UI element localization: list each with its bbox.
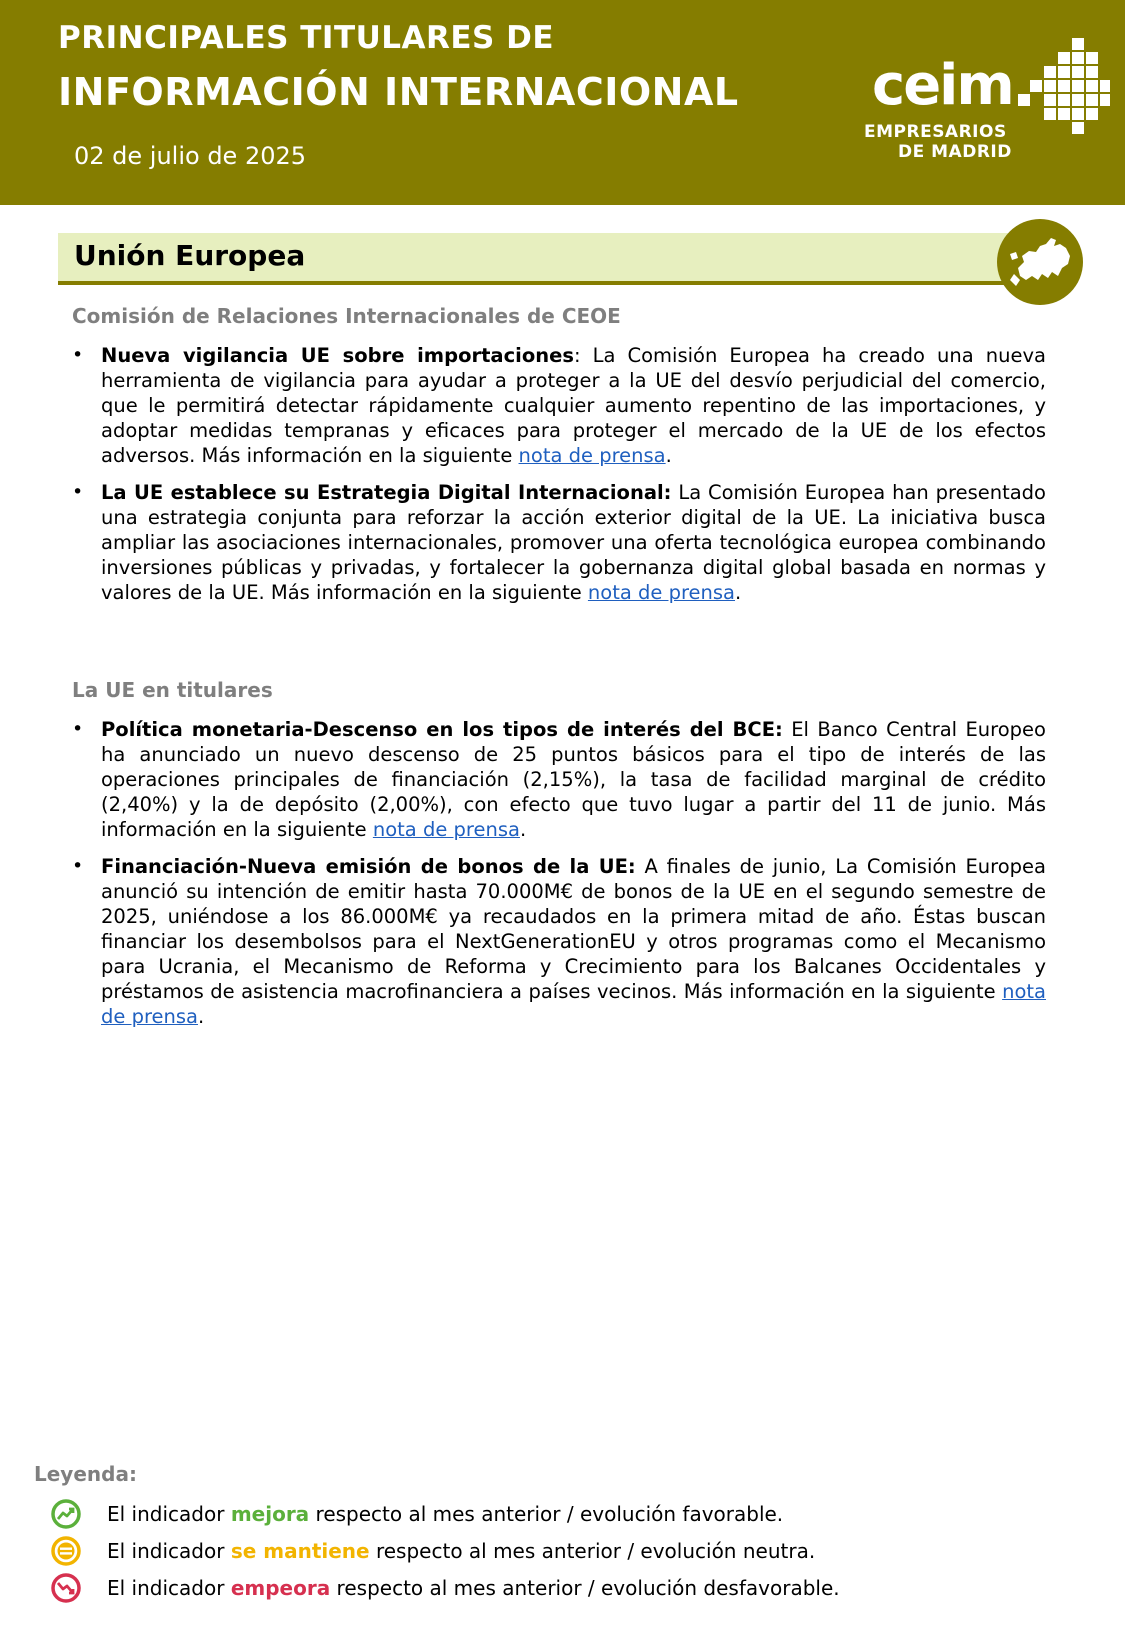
equal-icon bbox=[50, 1535, 82, 1567]
press-release-link[interactable]: nota de prensa bbox=[518, 444, 666, 467]
list-item bbox=[72, 854, 1046, 1029]
bullet-icon: • bbox=[72, 855, 84, 877]
list-item bbox=[72, 717, 1046, 842]
legend-post: respecto al mes anterior / evolución favorable. bbox=[309, 1502, 784, 1526]
item-headline: La UE establece su Estrategia Digital Internacional: bbox=[101, 481, 672, 504]
list-item-text bbox=[101, 717, 1046, 842]
legend-row-stable bbox=[34, 1535, 1034, 1572]
legend-key: mejora bbox=[230, 1502, 310, 1526]
trend-down-icon bbox=[50, 1572, 82, 1604]
legend-text bbox=[107, 1502, 783, 1526]
header-title-line2: INFORMACIÓN INTERNACIONAL bbox=[58, 70, 739, 114]
item-end: . bbox=[735, 581, 742, 604]
legend-title: Leyenda: bbox=[34, 1462, 137, 1486]
legend-row-improves bbox=[34, 1498, 1034, 1535]
item-headline: Nueva vigilancia UE sobre importaciones bbox=[101, 344, 574, 367]
legend-pre: El indicador bbox=[107, 1539, 231, 1563]
legend-text bbox=[107, 1576, 840, 1600]
item-end: . bbox=[198, 1005, 205, 1028]
item-body: El Banco Central Europeo ha anunciado un nuevo descenso de 25 puntos básicos para el tipo de interés de las operaciones principales de financiación (2,15%), la tasa de facilidad marginal de crédito (2,40%) y la de depósito (2,00%), con efecto que tuvo lugar a partir del 11 de junio. Más información en la siguiente bbox=[101, 718, 1046, 841]
ceim-logo bbox=[860, 38, 1110, 168]
section-header bbox=[58, 233, 1018, 285]
legend-text bbox=[107, 1539, 815, 1563]
press-release-link[interactable]: nota de prensa bbox=[101, 980, 1046, 1028]
legend-post: respecto al mes anterior / evolución neutra. bbox=[369, 1539, 816, 1563]
item-end: . bbox=[519, 818, 527, 841]
legend-row-worsens bbox=[34, 1572, 1034, 1609]
logo-wordmark: ceim bbox=[872, 53, 1013, 118]
list-item bbox=[72, 343, 1046, 468]
logo-subtitle-2: DE MADRID bbox=[898, 142, 1012, 162]
legend-pre: El indicador bbox=[107, 1502, 231, 1526]
item-body: La Comisión Europea han presentado una estrategia conjunta para reforzar la acción exterior digital de la UE. La iniciativa busca ampliar las asociaciones internacionales, promover una oferta tecnológica europea combinando inversiones públicas y privadas, y fortalecer la gobernanza digital global basada en normas y valores de la UE. Más información en la siguiente bbox=[101, 481, 1046, 604]
press-release-link[interactable]: nota de prensa bbox=[587, 581, 736, 604]
item-body: : La Comisión Europea ha creado una nueva herramienta de vigilancia para ayudar a proteger a la UE del desvío perjudicial del comercio, que le permitirá detectar rápidamente cualquier aumento repentino de las importaciones, y adoptar medidas tempranas y eficaces para proteger el mercado de la UE de los efectos adversos. Más información en la siguiente bbox=[101, 344, 1046, 467]
legend bbox=[34, 1462, 1034, 1609]
trend-up-icon bbox=[50, 1498, 82, 1530]
item-headline: Financiación-Nueva emisión de bonos de la UE: bbox=[101, 855, 636, 878]
list-item bbox=[72, 480, 1046, 605]
subheading-ue-titulares: La UE en titulares bbox=[72, 678, 273, 702]
bullet-icon: • bbox=[72, 481, 84, 503]
section-title: Unión Europea bbox=[74, 239, 306, 272]
subheading-ceoe: Comisión de Relaciones Internacionales de CEOE bbox=[72, 304, 621, 328]
logo-grid-icon bbox=[1018, 38, 1110, 142]
header-date: 02 de julio de 2025 bbox=[74, 142, 307, 170]
legend-key: empeora bbox=[230, 1576, 331, 1600]
legend-pre: El indicador bbox=[107, 1576, 231, 1600]
item-headline: Política monetaria-Descenso en los tipos de interés del BCE: bbox=[101, 718, 783, 741]
legend-key: se mantiene bbox=[230, 1539, 370, 1563]
header-title-line1: PRINCIPALES TITULARES DE bbox=[58, 20, 555, 56]
list-item-text bbox=[101, 854, 1046, 1029]
item-end: . bbox=[665, 444, 672, 467]
list-item-text bbox=[101, 343, 1046, 468]
bullet-icon: • bbox=[72, 344, 84, 366]
page-header bbox=[0, 0, 1125, 205]
logo-subtitle-1: EMPRESARIOS bbox=[864, 122, 1007, 142]
list-item-text bbox=[101, 480, 1046, 605]
europe-globe-icon bbox=[996, 218, 1084, 306]
bullet-icon: • bbox=[72, 718, 84, 740]
press-release-link[interactable]: nota de prensa bbox=[372, 818, 520, 841]
legend-post: respecto al mes anterior / evolución desfavorable. bbox=[330, 1576, 840, 1600]
item-body: A finales de junio, La Comisión Europea anunció su intención de emitir hasta 70.000M€ de bonos de la UE en el segundo semestre de 2025, uniéndose a los 86.000M€ ya recaudados en la primera mitad de año. Éstas buscan financiar los desembolsos para el NextGenerationEU y otros programas como el Mecanismo para Ucrania, el Mecanismo de Reforma y Crecimiento para los Balcanes Occidentales y préstamos de asistencia macrofinanciera a países vecinos. Más información en la siguiente bbox=[101, 855, 1046, 1003]
